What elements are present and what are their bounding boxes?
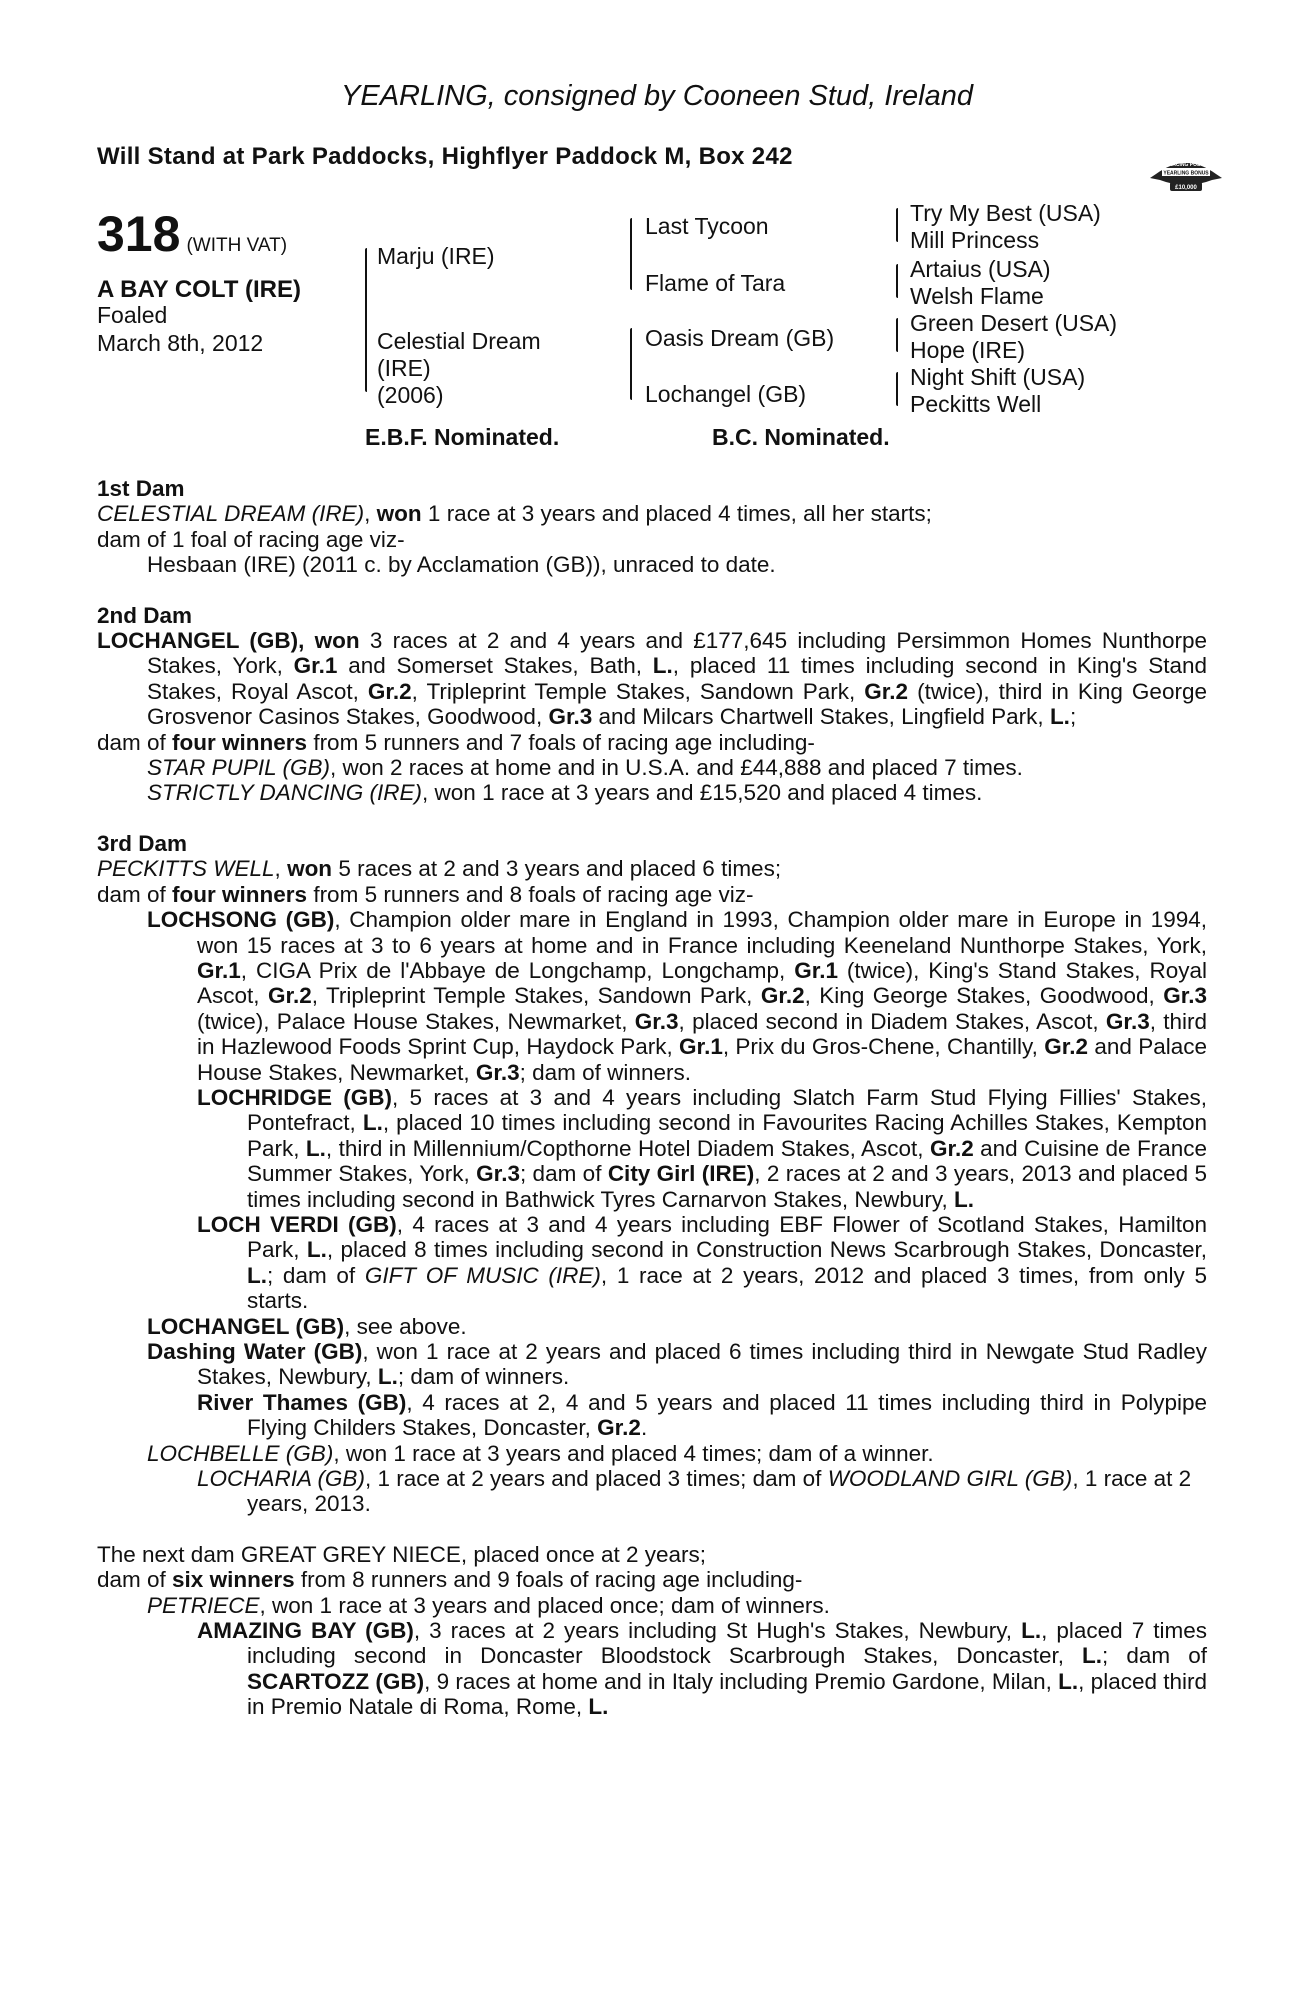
first-dam-heading: 1st Dam (97, 476, 185, 501)
pedigree-dds: Night Shift (USA) (910, 364, 1086, 390)
next-dam-record: The next dam GREAT GREY NIECE, placed once at 2 years; (97, 1541, 707, 1567)
third-dam-heading: 3rd Dam (97, 830, 188, 856)
first-dam-produce-intro: dam of 1 foal of racing age viz- (97, 526, 405, 552)
first-dam-record: CELESTIAL DREAM (IRE), won 1 race at 3 years and placed 4 times, all her starts; (97, 501, 932, 527)
lochbelle-entry: LOCHBELLE (GB), won 1 race at 3 years and placed 4 times; dam of a winner. (147, 1440, 934, 1466)
lochsong-entry: LOCHSONG (GB), Champion older mare in England in 1993, Champion older mare in Europe in 1994, won 15 races at 3 to 6 years at home and in France including Keeneland Nunthorpe Stakes, York, Gr.1, CIGA Prix de l'Abbaye de Longchamp, Longchamp, Gr.1 (twice), King's Stand Stakes, Royal Ascot, Gr.2, Tripleprint Temple Stakes, Sandown Park, Gr.2, King George Stakes, Goodwood, Gr.3 (twice), Palace House Stakes, Newmarket, Gr.3, placed second in Diadem Stakes, Ascot, Gr.3, third in Hazlewood Foods Sprint Cup, Haydock Park, Gr.1, Prix du Gros-Chene, Chantilly, Gr.2 and Palace House Stakes, Newmarket, Gr.3; dam of winners. (147, 907, 1207, 1085)
pedigree-dam-line1: Celestial Dream (377, 328, 541, 354)
pedigree-sdd: Welsh Flame (910, 283, 1044, 309)
locharia-entry: LOCHARIA (GB), 1 race at 2 years and placed 3 times; dam of WOODLAND GIRL (GB), 1 race at 2 years, 2013. (197, 1466, 1192, 1517)
pedigree-dss: Green Desert (USA) (910, 310, 1118, 336)
second-dam-offspring-2: STRICTLY DANCING (IRE), won 1 race at 3 years and £15,520 and placed 4 times. (147, 780, 983, 806)
second-dam-produce-intro: dam of four winners from 5 runners and 7 foals of racing age including- (97, 729, 815, 755)
lot-vat: (WITH VAT) (186, 235, 288, 256)
lochridge-entry: LOCHRIDGE (GB), 5 races at 3 and 4 years including Slatch Farm Stud Flying Fillies' Stakes, Pontefract, L., placed 10 times including second in Favourites Racing Achilles Stakes, Kempton Park, L., third in Millennium/Copthorne Hotel Diadem Stakes, Ascot, Gr.2 and Cuisine de France Summer Stakes, York, Gr.3; dam of City Girl (IRE), 2 races at 2 and 3 years, 2013 and placed 5 times including second in Bathwick Tyres Carnarvon Stakes, Newbury, L. (197, 1084, 1208, 1212)
pedigree-dam-sire: Oasis Dream (GB) (645, 325, 835, 351)
lot-name: A BAY COLT (IRE) (97, 276, 302, 303)
yearling-bonus-badge (1148, 146, 1224, 198)
amazing-bay-entry: AMAZING BAY (GB), 3 races at 2 years including St Hugh's Stakes, Newbury, L., placed 7 times including second in Doncaster Bloodstock Scarbrough Stakes, Doncaster, L.; dam of SCARTOZZ (GB), 9 races at home and in Italy including Premio Gardone, Milan, L., placed third in Premio Natale di Roma, Rome, L. (197, 1618, 1207, 1720)
pedigree-brace-sire (630, 218, 632, 290)
page-header-title: YEARLING, consigned by Cooneen Stud, Ireland (341, 80, 973, 112)
badge-mid-text: YEARLING BONUS (1163, 170, 1209, 177)
second-dam-offspring-1: STAR PUPIL (GB), won 2 races at home and in U.S.A. and £44,888 and placed 7 times. (147, 755, 1023, 781)
pedigree-dsd: Hope (IRE) (910, 337, 1026, 363)
badge-top-text: RACING POST (1168, 162, 1204, 168)
badge-amount-text: £10,000 (1175, 185, 1197, 191)
loch-verdi-entry: LOCH VERDI (GB), 4 races at 3 and 4 years including EBF Flower of Scotland Stakes, Hamilton Park, L., placed 8 times including second in Construction News Scarbrough Stakes, Doncaster, L.; dam of GIFT OF MUSIC (IRE), 1 race at 2 years, 2012 and placed 3 times, from only 5 starts. (197, 1211, 1207, 1314)
pedigree-dam-line2: (IRE) (377, 355, 431, 381)
pedigree-sire-sire: Last Tycoon (645, 213, 769, 239)
bc-nominated: B.C. Nominated. (712, 424, 890, 450)
dashing-water-entry: Dashing Water (GB), won 1 race at 2 years and placed 6 times including third in Newgate Stud Radley Stakes, Newbury, L.; dam of winners. (147, 1339, 1207, 1390)
first-dam-foal: Hesbaan (IRE) (2011 c. by Acclamation (GB)), unraced to date. (147, 552, 776, 578)
pedigree-brace-main (365, 248, 367, 392)
pedigree-sds: Artaius (USA) (910, 256, 1051, 282)
lot-number: 318 (97, 206, 181, 262)
pedigree-dam-dam: Lochangel (GB) (645, 381, 807, 407)
next-dam-produce-intro: dam of six winners from 8 runners and 9 foals of racing age including- (97, 1567, 803, 1593)
pedigree-brace-dam (630, 328, 632, 400)
third-dam-record: PECKITTS WELL, won 5 races at 2 and 3 years and placed 6 times; (97, 856, 782, 882)
lochangel-entry: LOCHANGEL (GB), see above. (147, 1313, 467, 1339)
ebf-nominated: E.B.F. Nominated. (365, 424, 560, 450)
foaled-info (97, 301, 263, 357)
stand-location: Will Stand at Park Paddocks, Highflyer Paddock M, Box 242 (97, 143, 793, 170)
pedigree-sss: Try My Best (USA) (910, 200, 1101, 226)
second-dam-heading: 2nd Dam (97, 602, 193, 628)
catalogue-body (97, 476, 1207, 1720)
pedigree-dam-line3: (2006) (377, 382, 444, 408)
river-thames-entry: River Thames (GB), 4 races at 2, 4 and 5 years and placed 11 times including third in Polypipe Flying Childers Stakes, Doncaster, Gr.2. (197, 1389, 1207, 1441)
pedigree-sire: Marju (IRE) (377, 243, 495, 269)
lot-heading (97, 205, 287, 263)
third-dam-produce-intro: dam of four winners from 5 runners and 8 foals of racing age viz- (97, 881, 754, 907)
pedigree-sire-dam: Flame of Tara (645, 270, 786, 296)
foaled-date: March 8th, 2012 (97, 330, 264, 356)
pedigree-ssd: Mill Princess (910, 227, 1040, 253)
second-dam-record: LOCHANGEL (GB), won 3 races at 2 and 4 years and £177,645 including Persimmon Homes Nunthorpe Stakes, York, Gr.1 and Somerset Stakes, Bath, L., placed 11 times including second in King's Stand Stakes, Royal Ascot, Gr.2, Tripleprint Temple Stakes, Sandown Park, Gr.2 (twice), third in King George Grosvenor Casinos Stakes, Goodwood, Gr.3 and Milcars Chartwell Stakes, Lingfield Park, L.; (97, 628, 1208, 730)
pedigree-ddd: Peckitts Well (910, 391, 1042, 417)
pedigree-dam (377, 328, 541, 409)
foaled-label: Foaled (97, 302, 168, 328)
petriece-entry: PETRIECE, won 1 race at 3 years and placed once; dam of winners. (147, 1592, 830, 1618)
